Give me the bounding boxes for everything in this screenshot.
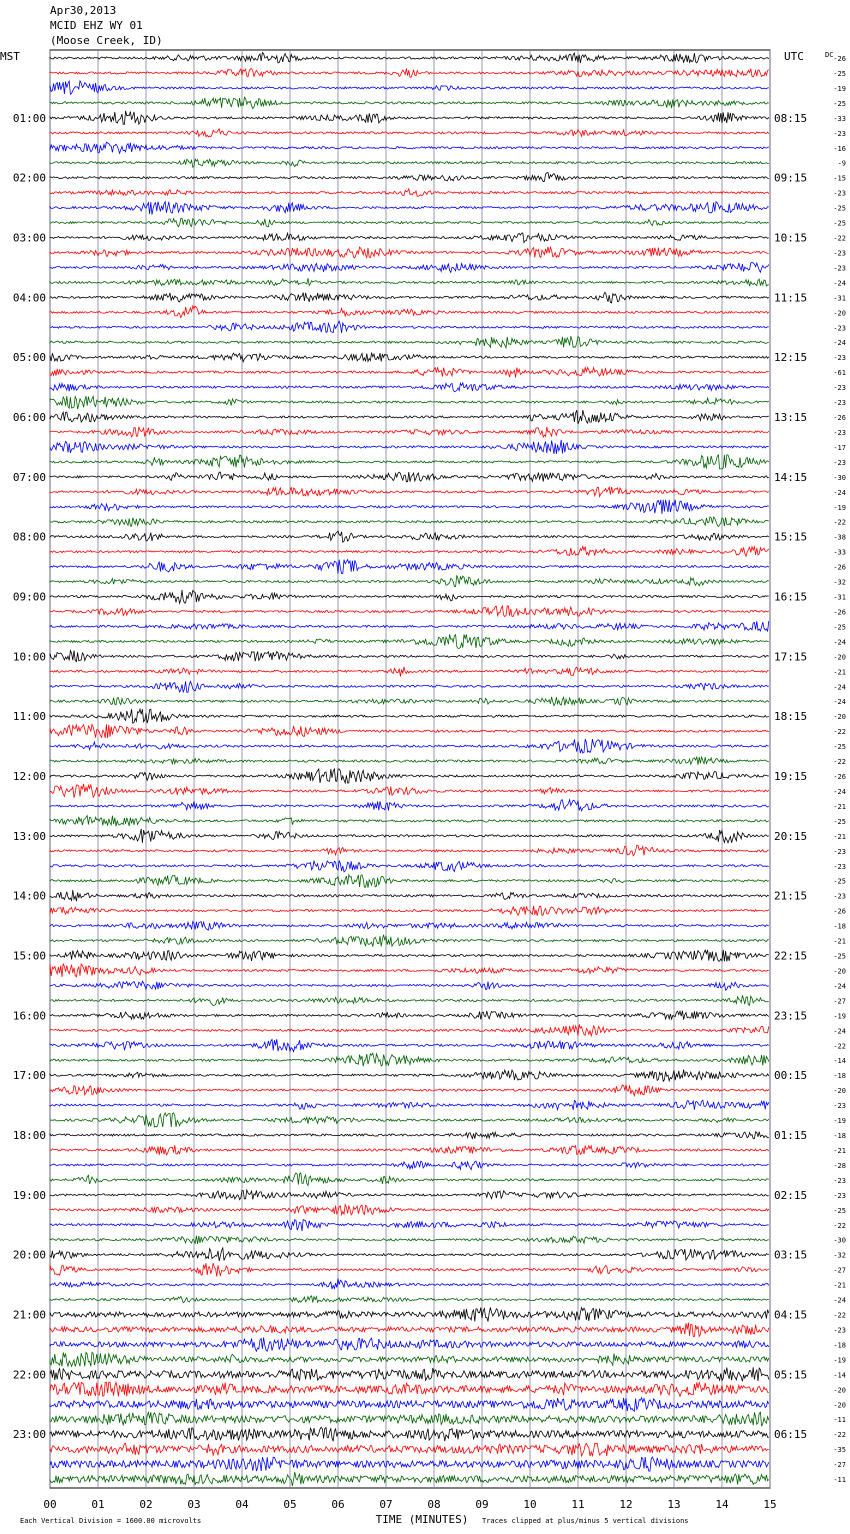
right-hour-label: 20:15 <box>774 829 808 843</box>
dc-offset-label: -24 <box>833 982 846 991</box>
dc-offset-label: -30 <box>833 473 846 482</box>
trace-line <box>50 262 769 272</box>
trace-line <box>50 1205 769 1215</box>
dc-offset-label: -25 <box>833 99 846 108</box>
right-hour-label: 17:15 <box>774 650 808 664</box>
right-hour-label: 14:15 <box>774 470 808 484</box>
header-station: MCID EHZ WY 01 <box>50 19 143 32</box>
footer-scale-note: Each Vertical Division = 1600.00 microvolts <box>20 1517 202 1525</box>
trace-line <box>50 1443 769 1456</box>
trace-line <box>50 367 769 377</box>
trace-line <box>50 1382 769 1396</box>
dc-offset-label: -23 <box>833 1191 846 1200</box>
dc-offset-label: -38 <box>833 533 846 542</box>
trace-line <box>50 1412 769 1426</box>
x-tick-label: 04 <box>235 1498 249 1511</box>
left-hour-label: 23:00 <box>12 1428 46 1442</box>
right-hour-label: 00:15 <box>774 1069 808 1083</box>
dc-offset-label: -22 <box>833 1431 846 1440</box>
right-hour-label: 12:15 <box>774 351 808 365</box>
trace-line <box>50 531 769 542</box>
dc-offset-label: -31 <box>833 294 846 303</box>
x-tick-label: 05 <box>283 1498 297 1511</box>
x-tick-label: 01 <box>91 1498 105 1511</box>
trace-line <box>50 53 769 64</box>
trace-line <box>50 1248 769 1261</box>
dc-offset-label: -24 <box>833 683 846 692</box>
trace-line <box>50 455 769 469</box>
dc-offset-label: -23 <box>833 862 846 871</box>
trace-line <box>50 697 769 706</box>
left-hour-label: 19:00 <box>12 1188 46 1202</box>
left-hour-label: 15:00 <box>12 949 46 963</box>
trace-line <box>50 1011 769 1020</box>
trace-line <box>50 1113 769 1127</box>
dc-offset-label: -19 <box>833 503 846 512</box>
trace-line <box>50 950 769 962</box>
trace-line <box>50 173 769 182</box>
dc-offset-label: -23 <box>833 428 846 437</box>
trace-line <box>50 1100 769 1110</box>
dc-offset-label: -21 <box>833 802 846 811</box>
dc-offset-label: -24 <box>833 787 846 796</box>
header-date: Apr30,2013 <box>50 4 117 17</box>
dc-offset-label: -25 <box>833 952 846 961</box>
x-tick-label: 12 <box>619 1498 633 1511</box>
trace-line <box>50 1070 769 1082</box>
trace-line <box>50 1296 769 1303</box>
trace-line <box>50 336 769 348</box>
dc-offset-label: -24 <box>833 279 846 288</box>
dc-offset-label: -20 <box>833 713 846 722</box>
left-hour-label: 08:00 <box>12 530 46 544</box>
left-hour-label: 10:00 <box>12 650 46 664</box>
dc-offset-label: -23 <box>833 399 846 408</box>
right-hour-label: 03:15 <box>774 1248 808 1262</box>
dc-offset-label: -22 <box>833 518 846 527</box>
dc-offset-label: -27 <box>833 997 846 1006</box>
trace-line <box>50 1039 769 1051</box>
dc-offset-label: -20 <box>833 1087 846 1096</box>
x-tick-label: 15 <box>763 1498 777 1511</box>
x-axis-title: TIME (MINUTES) <box>375 1513 469 1526</box>
trace-line <box>50 1398 769 1412</box>
trace-line <box>50 189 769 196</box>
left-hour-label: 13:00 <box>12 829 46 843</box>
trace-line <box>50 1053 769 1066</box>
dc-offset-label: -23 <box>833 1102 846 1111</box>
trace-line <box>50 829 769 843</box>
x-tick-label: 03 <box>187 1498 201 1511</box>
dc-offset-label: -23 <box>833 324 846 333</box>
dc-offset-label: -21 <box>833 832 846 841</box>
left-hour-label: 07:00 <box>12 470 46 484</box>
trace-line <box>50 860 769 872</box>
trace-line <box>50 517 769 527</box>
dc-offset-label: -22 <box>833 234 846 243</box>
right-hour-label: 02:15 <box>774 1188 808 1202</box>
dc-offset-label: -18 <box>833 922 846 931</box>
dc-offset-label: -27 <box>833 1461 846 1470</box>
dc-offset-label: -23 <box>833 1326 846 1335</box>
dc-offset-label: -19 <box>833 1117 846 1126</box>
left-hour-label: 12:00 <box>12 770 46 783</box>
dc-offset-label: -14 <box>833 1371 846 1380</box>
dc-offset-label: -18 <box>833 1072 846 1081</box>
dc-offset-label: -17 <box>833 443 846 452</box>
dc-offset-label: -25 <box>833 817 846 826</box>
trace-line <box>50 1220 769 1232</box>
trace-line <box>50 1367 769 1381</box>
trace-line <box>50 667 769 677</box>
trace-line <box>50 1161 769 1170</box>
left-hour-label: 22:00 <box>12 1368 46 1382</box>
trace-line <box>50 1472 769 1486</box>
right-hour-label: 04:15 <box>774 1308 808 1322</box>
trace-line <box>50 845 769 856</box>
dc-offset-label: -23 <box>833 354 846 363</box>
dc-offset-label: -24 <box>833 638 846 647</box>
trace-line <box>50 769 769 783</box>
trace-line <box>50 1457 769 1471</box>
dc-offset-label: -18 <box>833 1341 846 1350</box>
trace-line <box>50 575 769 586</box>
dc-offset-label: -25 <box>833 743 846 752</box>
trace-line <box>50 681 769 692</box>
dc-offset-label: -11 <box>833 1416 846 1425</box>
dc-offset-label: -21 <box>833 1146 846 1155</box>
trace-line <box>50 634 769 648</box>
left-hour-label: 21:00 <box>12 1308 46 1322</box>
trace-line <box>50 233 769 243</box>
dc-offset-label: -14 <box>833 1057 846 1066</box>
right-hour-label: 18:15 <box>774 710 808 724</box>
dc-offset-label: -23 <box>833 264 846 273</box>
dc-offset-label: -26 <box>833 773 846 781</box>
dc-offset-label: -21 <box>833 1281 846 1290</box>
dc-offset-label: -19 <box>833 1356 846 1365</box>
trace-line <box>50 964 769 977</box>
trace-line <box>50 410 769 424</box>
right-hour-label: 13:15 <box>774 411 808 424</box>
dc-offset-label: -32 <box>833 578 846 587</box>
trace-line <box>50 546 769 556</box>
dc-offset-label: -25 <box>833 69 846 78</box>
trace-line <box>50 1352 769 1366</box>
dc-offset-label: -24 <box>833 488 846 497</box>
trace-line <box>50 427 769 437</box>
dc-offset-label: -23 <box>833 892 846 901</box>
trace-line <box>50 202 769 215</box>
dc-offset-label: -21 <box>833 937 846 946</box>
trace-line <box>50 383 769 392</box>
x-tick-label: 11 <box>571 1498 585 1511</box>
left-hour-label: 09:00 <box>12 590 46 604</box>
trace-line <box>50 487 769 497</box>
trace-line <box>50 1190 769 1200</box>
trace-line <box>50 306 769 318</box>
trace-line <box>50 247 769 258</box>
x-tick-label: 08 <box>427 1498 441 1511</box>
x-tick-label: 09 <box>475 1498 489 1511</box>
trace-line <box>50 890 769 901</box>
trace-line <box>50 606 769 617</box>
trace-line <box>50 739 769 753</box>
trace-line <box>50 757 769 765</box>
left-hour-label: 03:00 <box>12 231 46 245</box>
right-hour-label: 16:15 <box>774 590 808 604</box>
right-hour-label: 22:15 <box>774 949 808 963</box>
left-hour-label: 18:00 <box>12 1129 46 1142</box>
dc-offset-label: -28 <box>833 1161 846 1170</box>
right-hour-label: 23:15 <box>774 1009 808 1023</box>
trace-line <box>50 560 769 574</box>
utc-label: UTC <box>784 50 804 63</box>
x-tick-label: 00 <box>43 1498 57 1511</box>
x-tick-label: 06 <box>331 1498 345 1511</box>
trace-line <box>50 1085 769 1096</box>
dc-offset-label: -23 <box>833 458 846 467</box>
trace-line <box>50 1308 769 1322</box>
right-hour-label: 11:15 <box>774 291 808 305</box>
trace-line <box>50 1173 769 1186</box>
dc-offset-label: -24 <box>833 339 846 348</box>
dc-offset-label: -25 <box>833 877 846 886</box>
left-hour-label: 05:00 <box>12 351 46 365</box>
dc-offset-label: -22 <box>833 1221 846 1230</box>
dc-offset-label: -19 <box>833 84 846 93</box>
trace-line <box>50 922 769 931</box>
dc-offset-label: -23 <box>833 129 846 138</box>
dc-offset-label: -22 <box>833 1042 846 1051</box>
right-hour-label: 05:15 <box>774 1368 808 1382</box>
dc-offset-label: -23 <box>833 1176 846 1185</box>
dc-offset-label: -33 <box>833 114 846 123</box>
dc-offset-label: -26 <box>833 907 846 916</box>
dc-offset-label: -31 <box>833 593 846 602</box>
trace-line <box>50 218 769 227</box>
right-hour-label: 06:15 <box>774 1428 808 1442</box>
dc-offset-label: -24 <box>833 1296 846 1305</box>
dc-offset-label: -15 <box>833 174 846 183</box>
trace-line <box>50 129 769 137</box>
dc-offset-label: -25 <box>833 219 846 228</box>
dc-offset-label: -27 <box>833 1266 846 1275</box>
x-tick-label: 13 <box>667 1498 681 1511</box>
dc-offset-label: -19 <box>833 1012 846 1021</box>
trace-line <box>50 111 769 125</box>
right-hour-label: 21:15 <box>774 889 808 903</box>
left-hour-label: 20:00 <box>12 1248 46 1262</box>
right-hour-label: 01:15 <box>774 1129 808 1142</box>
trace-line <box>50 472 769 482</box>
x-tick-label: 07 <box>379 1498 393 1511</box>
trace-line <box>50 995 769 1005</box>
trace-line <box>50 142 769 153</box>
left-hour-label: 02:00 <box>12 171 46 185</box>
left-hour-label: 16:00 <box>12 1009 46 1023</box>
dc-offset-label: -18 <box>833 1132 846 1140</box>
left-hour-label: 17:00 <box>12 1069 46 1083</box>
trace-line <box>50 81 769 94</box>
trace-line <box>50 709 769 723</box>
header-location: (Moose Creek, ID) <box>50 34 163 47</box>
dc-offset-label: -26 <box>833 55 846 63</box>
trace-line <box>50 1236 769 1244</box>
trace-line <box>50 1278 769 1289</box>
trace-line <box>50 353 769 362</box>
trace-line <box>50 440 769 454</box>
dc-offset-label: -22 <box>833 1311 846 1320</box>
trace-line <box>50 981 769 990</box>
trace-line <box>50 621 769 631</box>
dc-offset-label: -20 <box>833 653 846 662</box>
dc-offset-label: -30 <box>833 1236 846 1245</box>
trace-line <box>50 1323 769 1337</box>
footer-clip-note: Traces clipped at plus/minus 5 vertical divisions <box>482 1517 689 1525</box>
dc-offset-label: -23 <box>833 249 846 258</box>
right-hour-label: 19:15 <box>774 770 808 783</box>
dc-offset-label: -25 <box>833 623 846 632</box>
trace-line <box>50 875 769 888</box>
trace-line <box>50 1263 769 1277</box>
left-hour-label: 04:00 <box>12 291 46 305</box>
dc-offset-label: -26 <box>833 608 846 617</box>
dc-offset-label: -21 <box>833 668 846 677</box>
trace-line <box>50 1427 769 1441</box>
dc-offset-label: -20 <box>833 309 846 318</box>
trace-line <box>50 1337 769 1351</box>
dc-offset-label: -61 <box>833 369 846 378</box>
trace-line <box>50 1024 769 1035</box>
trace-line <box>50 321 769 333</box>
dc-offset-label: -22 <box>833 728 846 737</box>
dc-offset-label: -33 <box>833 548 846 557</box>
dc-label: DC <box>825 51 834 59</box>
trace-line <box>50 800 769 811</box>
dc-offset-label: -22 <box>833 758 846 767</box>
trace-line <box>50 906 769 916</box>
dc-offset-label: -16 <box>833 144 846 153</box>
trace-line <box>50 724 769 738</box>
trace-line <box>50 1132 769 1139</box>
trace-line <box>50 1145 769 1155</box>
trace-line <box>50 278 769 286</box>
trace-line <box>50 935 769 947</box>
mst-label: MST <box>0 50 20 63</box>
trace-line <box>50 68 769 77</box>
trace-line <box>50 97 769 108</box>
trace-line <box>50 396 769 409</box>
trace-line <box>50 500 769 514</box>
right-hour-label: 15:15 <box>774 530 808 544</box>
dc-offset-label: -24 <box>833 698 846 707</box>
dc-offset-label: -20 <box>833 1401 846 1410</box>
left-hour-label: 06:00 <box>12 411 46 424</box>
dc-offset-label: -25 <box>833 1206 846 1215</box>
dc-offset-label: -23 <box>833 384 846 393</box>
dc-offset-label: -24 <box>833 1027 846 1036</box>
right-hour-label: 09:15 <box>774 171 808 185</box>
x-tick-label: 14 <box>715 1498 729 1511</box>
dc-offset-label: -20 <box>833 1386 846 1395</box>
left-hour-label: 01:00 <box>12 111 46 125</box>
trace-line <box>50 159 769 167</box>
trace-line <box>50 784 769 798</box>
trace-line <box>50 651 769 662</box>
x-tick-label: 10 <box>523 1498 537 1511</box>
dc-offset-label: -35 <box>833 1446 846 1455</box>
dc-offset-label: -9 <box>837 159 846 168</box>
dc-offset-label: -11 <box>833 1476 846 1485</box>
dc-offset-label: -25 <box>833 204 846 213</box>
trace-line <box>50 293 769 303</box>
trace-line <box>50 816 769 827</box>
dc-offset-label: -26 <box>833 414 846 422</box>
dc-offset-label: -26 <box>833 563 846 572</box>
right-hour-label: 08:15 <box>774 111 808 125</box>
dc-offset-label: -23 <box>833 189 846 198</box>
left-hour-label: 11:00 <box>12 710 46 724</box>
left-hour-label: 14:00 <box>12 889 46 903</box>
right-hour-label: 10:15 <box>774 231 808 245</box>
dc-offset-label: -32 <box>833 1251 846 1260</box>
dc-offset-label: -20 <box>833 967 846 976</box>
dc-offset-label: -23 <box>833 847 846 856</box>
x-tick-label: 02 <box>139 1498 153 1511</box>
trace-line <box>50 590 769 603</box>
